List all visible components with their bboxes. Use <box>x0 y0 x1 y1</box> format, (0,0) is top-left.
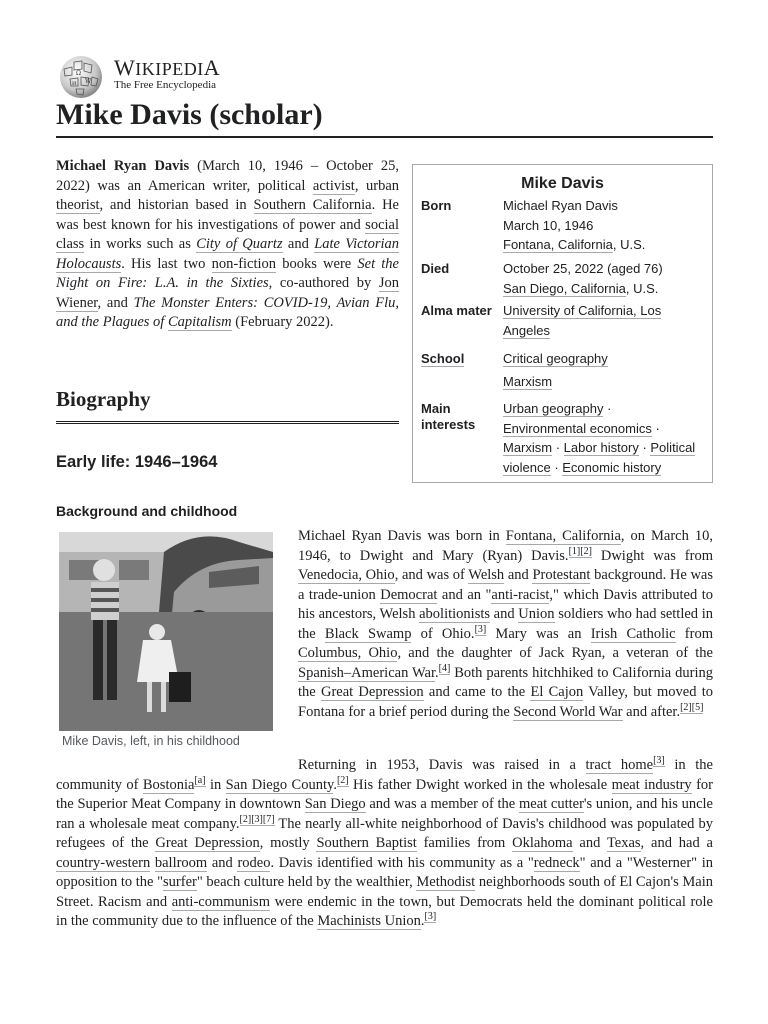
born-place-link[interactable]: Fontana, California <box>503 237 613 252</box>
wikipedia-tagline: The Free Encyclopedia <box>114 79 217 91</box>
ref-3[interactable]: [3] <box>424 911 437 923</box>
biography-paragraph-1 <box>298 527 713 722</box>
text-run: Mary was an <box>486 625 591 642</box>
interest-separator: · <box>603 401 612 416</box>
interest-marxism-link[interactable]: Marxism <box>503 440 553 455</box>
text-run: from <box>675 625 713 642</box>
infobox-value-interests <box>503 399 708 477</box>
text-run: soldiers who had settled in the <box>298 606 713 642</box>
text-run: His father Dwight worked in the wholesale <box>348 776 612 793</box>
link-abolitionists[interactable]: abolitionists <box>419 606 491 622</box>
infobox-label-interests <box>421 401 503 433</box>
wikipedia-logo[interactable] <box>56 53 356 99</box>
link-surfer[interactable]: surfer <box>163 874 197 890</box>
text-run: , and historian based in <box>99 197 254 213</box>
link-union[interactable]: Union <box>518 606 555 622</box>
link-redneck[interactable]: redneck <box>533 854 580 871</box>
link-irish-catholic[interactable]: Irish Catholic <box>590 625 676 642</box>
citation-group <box>475 624 487 636</box>
citation-group <box>680 702 703 714</box>
text-run: and was a member of the <box>365 796 519 812</box>
text-run: , and was of <box>394 567 469 583</box>
infobox-label-died: Died <box>421 261 450 276</box>
interest-separator: · <box>550 459 563 475</box>
school-critical-geography-link[interactable]: Critical geography <box>503 351 608 366</box>
link-machinists-union[interactable]: Machinists Union <box>317 913 421 929</box>
text-run: and after. <box>622 703 681 720</box>
link-jon-wiener[interactable]: Jon Wiener <box>56 275 400 311</box>
text-run: Michael Ryan Davis was born in <box>298 528 506 544</box>
link-activist[interactable]: activist <box>312 177 355 194</box>
text-run: Both parents hitchhiked to California during the <box>298 664 713 700</box>
text-run: W <box>114 55 136 80</box>
link-late-victorian-holocausts[interactable]: Late Victorian Holocausts <box>56 236 399 272</box>
wikipedia-wordmark <box>114 56 220 81</box>
interests-label-line2: interests <box>421 417 476 432</box>
interest-economic-history-link[interactable]: Economic history <box>562 459 662 475</box>
text-run: neighborhoods south of El Cajon's Main Street. Racism and <box>56 874 714 910</box>
link-protestant[interactable]: Protestant <box>532 567 591 583</box>
citation-group <box>337 775 349 787</box>
link-spanish-american-war[interactable]: Spanish–American War <box>298 664 435 681</box>
born-date: March 10, 1946 <box>503 217 594 233</box>
link-theorist[interactable]: theorist <box>56 197 100 213</box>
text-run: , and had a <box>640 835 713 851</box>
wikipedia-globe-icon <box>56 53 106 99</box>
ref-1[interactable]: [1] <box>568 545 581 557</box>
text-run: , mostly <box>259 835 317 851</box>
link-social-class[interactable]: social class <box>56 216 399 252</box>
text-run: . He was best known for his investigations of power and <box>56 197 399 233</box>
link-columbus-ohio[interactable]: Columbus, Ohio <box>298 645 398 661</box>
alma-mater-link[interactable]: University of California, Los Angeles <box>503 303 662 338</box>
link-great-depression[interactable]: Great Depression <box>320 684 424 700</box>
text-run: in works such as <box>84 236 197 252</box>
link-city-of-quartz[interactable]: City of Quartz <box>196 236 283 252</box>
citation-group <box>569 546 592 558</box>
svg-text:И: И <box>72 81 77 87</box>
heading-early-life: Early life: 1946–1964 <box>56 453 218 471</box>
svg-text:W: W <box>85 78 92 85</box>
text-run: and came to the <box>423 684 531 700</box>
interest-separator: · <box>638 440 651 455</box>
infobox-value-born <box>503 196 708 255</box>
text-run: and an " <box>437 586 492 603</box>
school-label-link[interactable]: School <box>421 351 465 366</box>
text-run: , and the daughter of Jack Ryan, a veteran of the <box>397 645 713 661</box>
text-run: (March 10, 1946 – October 25, 2022) was an American writer, political <box>56 158 399 194</box>
interest-urban-geography-link[interactable]: Urban geography <box>503 401 604 416</box>
infobox <box>412 164 713 483</box>
biography-paragraph-2 <box>56 756 713 932</box>
link-rodeo[interactable]: rodeo <box>237 854 271 871</box>
text-run: " beach culture held by the wealthier, <box>196 874 417 890</box>
text-run: " and a "Westerner" in opposition to the " <box>56 854 714 890</box>
text-run: of Ohio. <box>411 625 475 642</box>
interests-label-line1: Main <box>421 401 451 416</box>
intro-paragraph <box>56 157 399 333</box>
born-name: Michael Ryan Davis <box>503 198 618 213</box>
link-black-swamp[interactable]: Black Swamp <box>324 625 412 642</box>
text-run: Valley, but moved to Fontana for a brief period during the <box>298 684 714 720</box>
infobox-label-alma-mater: Alma mater <box>421 303 492 318</box>
text-run: background. He was a trade-union <box>298 567 714 603</box>
text-run: Dwight was from <box>591 547 713 564</box>
text-run: . <box>434 664 439 681</box>
link-southern-california[interactable]: Southern California <box>253 197 372 213</box>
link-meat-industry[interactable]: meat industry <box>611 776 692 793</box>
childhood-photo[interactable] <box>59 532 273 731</box>
citation-group <box>653 755 665 767</box>
text-run: and <box>282 236 315 252</box>
svg-text:Ω: Ω <box>76 70 81 77</box>
died-place-suffix: , U.S. <box>625 280 659 296</box>
text-run: Returning in 1953, Davis was raised in a <box>298 757 586 773</box>
text-run: . Davis identified with his community as a " <box>270 854 534 871</box>
link-capitalism[interactable]: Capitalism <box>167 314 232 330</box>
text-run: families from <box>416 835 513 851</box>
interest-separator: · <box>552 440 564 455</box>
interest-environmental-economics-link[interactable]: Environmental economics <box>503 420 652 436</box>
interest-political-violence-link[interactable]: Political violence <box>503 440 696 475</box>
link-non-fiction[interactable]: non-fiction <box>211 255 277 272</box>
died-place-link[interactable]: San Diego, California <box>503 280 626 296</box>
infobox-label-born: Born <box>421 198 452 213</box>
infobox-title: Mike Davis <box>521 175 604 192</box>
link-great-depression[interactable]: Great Depression <box>155 835 260 851</box>
text-run: IKIPEDI <box>135 59 204 79</box>
citation-group <box>194 775 205 787</box>
text-run: The nearly all-white neighborhood of Davis's childhood was populated by refugees of the <box>56 815 713 851</box>
link-meat-cutter[interactable]: meat cutter <box>518 796 584 812</box>
text-run: and <box>504 567 533 583</box>
ref-5[interactable]: [5] <box>691 701 704 713</box>
text-run: and <box>207 854 238 871</box>
ref-3[interactable]: [3] <box>474 623 487 635</box>
ref-2[interactable]: [2] <box>680 701 692 713</box>
text-run: in the community of <box>56 757 713 793</box>
born-place-suffix: , U.S. <box>612 237 646 252</box>
link-fontana-california[interactable]: Fontana, California <box>505 528 621 544</box>
text-run: , urban <box>354 177 400 194</box>
title-set-the-night-on-fire: Set the Night on Fire: L.A. in the Sixties <box>56 255 399 291</box>
link-southern-baptist[interactable]: Southern Baptist <box>316 835 417 851</box>
photo-caption: Mike Davis, left, in his childhood <box>62 734 240 748</box>
note-a[interactable]: [a] <box>194 774 206 786</box>
citation-group <box>439 663 451 675</box>
citation-group <box>424 911 436 923</box>
link-venedocia-ohio[interactable]: Venedocia, Ohio <box>298 567 395 583</box>
text-run: . <box>420 913 425 929</box>
text-run: 's union, and his uncle ran a wholesale meat company. <box>56 796 713 832</box>
intro-subject-name: Michael Ryan Davis <box>56 158 190 174</box>
link-oklahoma[interactable]: Oklahoma <box>512 835 573 851</box>
text-run: A <box>203 55 221 80</box>
ref-7[interactable]: [7] <box>262 813 275 825</box>
ref-2[interactable]: [2] <box>336 774 349 786</box>
text-run: . His last two <box>121 255 212 272</box>
link-democrat[interactable]: Democrat <box>380 586 438 603</box>
ref-3[interactable]: [3] <box>653 755 665 767</box>
page-title: Mike Davis (scholar) <box>56 96 713 138</box>
link-anti-communism[interactable]: anti-communism <box>171 893 270 910</box>
link-country-western[interactable]: country-western <box>56 854 151 871</box>
ref-4[interactable]: [4] <box>438 662 451 674</box>
text-run: books were <box>276 255 358 272</box>
text-run: , and <box>97 294 134 311</box>
text-run: and <box>572 835 607 851</box>
link-second-world-war[interactable]: Second World War <box>513 703 623 720</box>
link-san-diego[interactable]: San Diego <box>304 796 366 812</box>
link-bostonia[interactable]: Bostonia <box>142 776 195 793</box>
text-run: (February 2022). <box>231 314 334 330</box>
text-run: , on March 10, 1946, to Dwight and Mary (Ryan) Davis. <box>298 528 713 564</box>
citation-group <box>240 814 275 826</box>
interest-separator: · <box>651 420 660 436</box>
interest-labor-history-link[interactable]: Labor history <box>563 440 639 455</box>
text-run: in <box>205 776 226 793</box>
died-date: October 25, 2022 (aged 76) <box>503 261 663 276</box>
link-methodist[interactable]: Methodist <box>416 874 476 890</box>
text-run: ," which Davis attributed to his ancestors, Welsh <box>298 586 713 622</box>
infobox-label-school <box>421 351 503 367</box>
text-run: and <box>490 606 519 622</box>
school-marxism-link[interactable]: Marxism <box>503 373 553 389</box>
heading-background-and-childhood: Background and childhood <box>56 503 238 519</box>
ref-2[interactable]: [2] <box>580 545 592 557</box>
link-ballroom[interactable]: ballroom <box>154 854 208 871</box>
text-run: . <box>333 776 337 793</box>
link-el-cajon[interactable]: El Cajon <box>530 684 584 700</box>
text-run: were endemic in the town, but Democrats held the dominant political role in the community due to the influence of the <box>56 893 713 929</box>
title-the-monster-enters: The Monster Enters: COVID-19, Avian Flu, and the Plagues of <box>56 294 400 330</box>
link-san-diego-county[interactable]: San Diego County <box>225 776 334 793</box>
heading-biography: Biography <box>56 385 399 424</box>
link-welsh[interactable]: Welsh <box>468 567 505 583</box>
text-run: , co-authored by <box>268 275 379 291</box>
link-tract-home[interactable]: tract home <box>585 757 654 773</box>
ref-3[interactable]: [3] <box>251 813 263 825</box>
ref-2[interactable]: [2] <box>239 813 252 825</box>
text-run: for the Superior Meat Company in downtown <box>56 776 713 812</box>
link-texas[interactable]: Texas <box>606 835 641 851</box>
link-anti-racist[interactable]: anti-racist <box>491 586 550 603</box>
infobox-value-school <box>503 349 708 391</box>
italic-title <box>196 236 282 253</box>
infobox-value-alma-mater <box>503 301 708 340</box>
infobox-value-died <box>503 259 708 298</box>
